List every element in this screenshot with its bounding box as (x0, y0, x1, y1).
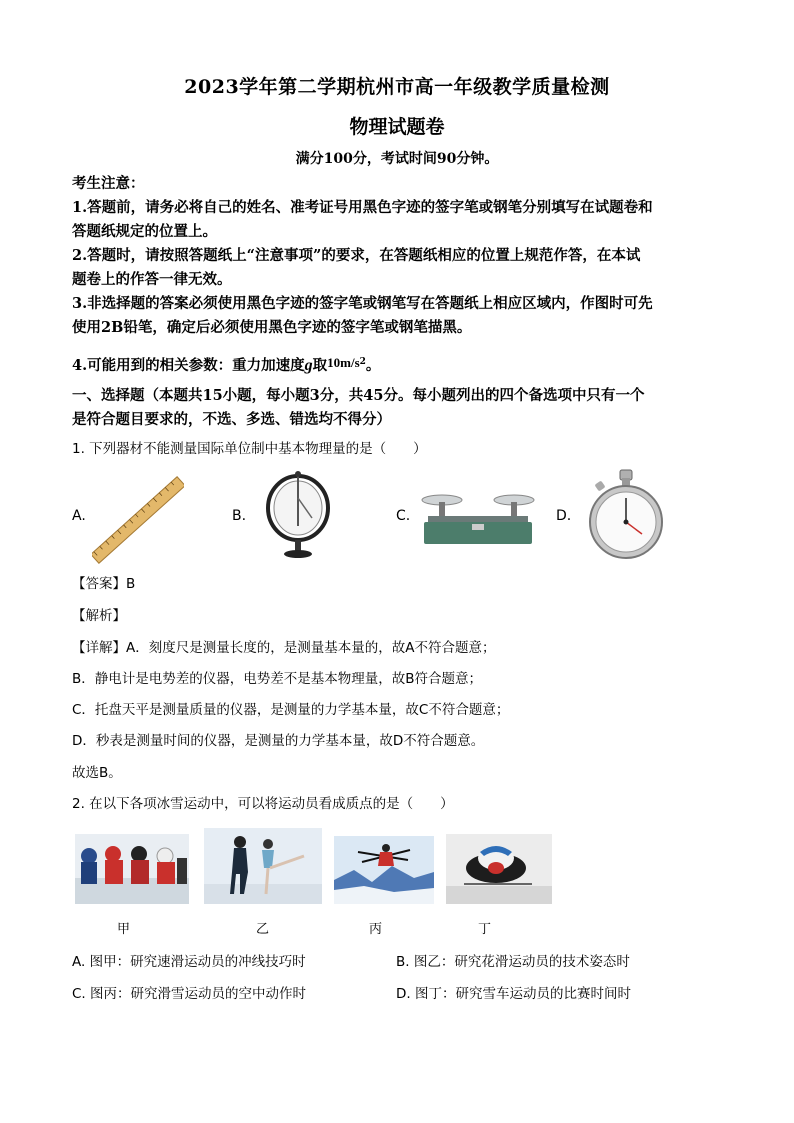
q2-stem: 2. 在以下各项冰雪运动中，可以将运动员看成质点的是（ ） (72, 796, 454, 812)
notice-heading: 考生注意： (72, 175, 145, 192)
param-symbol: g (304, 356, 313, 374)
notice-line: 3.非选择题的答案必须使用黑色字迹的签字笔或钢笔写在答题纸上相应区域内，作图时可先 (72, 295, 653, 312)
q1-detail-line: D．秒表是测量时间的仪器，是测量的力学基本量，故D不符合题意。 (72, 733, 485, 749)
notice-line: 题卷上的作答一律无效。 (72, 271, 232, 288)
q1-stem: 1. 下列器材不能测量国际单位制中基本物理量的是（ ） (72, 441, 427, 457)
balance-image (418, 488, 538, 550)
q1-analysis-label: 【解析】 (72, 608, 126, 624)
param-mid: 取 (312, 356, 328, 374)
caption-yi: 乙 (256, 922, 270, 937)
q1-conclusion: 故选B。 (72, 765, 122, 781)
q1-detail-line: 【详解】A．刻度尺是测量长度的，是测量基本量的，故A不符合题意； (72, 640, 496, 656)
exam-info: 满分100分，考试时间90分钟。 (295, 151, 499, 167)
exam-subtitle: 物理试题卷 (349, 116, 445, 138)
section-heading: 一、选择题（本题共15小题，每小题3分，共45分。每小题列出的四个备选项中只有一个 (72, 387, 645, 404)
q1-detail-line: B．静电计是电势差的仪器，电势差不是基本物理量，故B符合题意； (72, 671, 483, 687)
exam-title: 2023学年第二学期杭州市高一年级教学质量检测 (184, 76, 610, 98)
section-heading: 是符合题目要求的，不选、多选、错选均不得分） (72, 411, 391, 428)
q2-choice-a: A. 图甲：研究速滑运动员的冲线技巧时 (72, 954, 306, 970)
speed-skating-photo (75, 834, 189, 904)
ski-jump-photo (334, 836, 434, 904)
q2-choice-c: C. 图丙：研究滑雪运动员的空中动作时 (72, 986, 307, 1002)
q1-option-a-label: A. (72, 508, 86, 524)
q2-choice-b: B. 图乙：研究花滑运动员的技术姿态时 (396, 954, 630, 970)
stopwatch-image (586, 468, 666, 562)
notice-line: 答题纸规定的位置上。 (72, 223, 217, 240)
notice-line: 2.答题时，请按照答题纸上“注意事项”的要求，在答题纸相应的位置上规范作答，在本试 (72, 247, 641, 264)
electroscope-image (258, 470, 338, 562)
notice-param (72, 350, 732, 378)
param-prefix: 4.可能用到的相关参数：重力加速度 (72, 356, 305, 374)
q1-detail-line: C．托盘天平是测量质量的仪器，是测量的力学基本量，故C不符合题意； (72, 702, 510, 718)
q1-option-c-label: C. (396, 508, 411, 524)
caption-bing: 丙 (369, 922, 383, 937)
caption-jia: 甲 (117, 922, 131, 937)
param-end: 。 (365, 356, 381, 374)
q2-choice-d: D. 图丁：研究雪车运动员的比赛时间时 (396, 986, 631, 1002)
q1-option-d-label: D. (556, 508, 572, 524)
notice-line: 使用2B铅笔，确定后必须使用黑色字迹的签字笔或钢笔描黑。 (72, 319, 472, 336)
caption-ding: 丁 (478, 922, 492, 937)
ruler-image (92, 476, 184, 564)
skeleton-sled-photo (446, 834, 552, 904)
q1-option-b-label: B. (232, 508, 247, 524)
param-exponent: 2 (359, 357, 366, 367)
figure-skating-photo (204, 828, 322, 904)
q1-answer: 【答案】B (72, 576, 136, 592)
notice-line: 1.答题前，请务必将自己的姓名、准考证号用黑色字迹的签字笔或钢笔分别填写在试题卷和 (72, 199, 653, 216)
param-value: 10m/s (327, 354, 360, 370)
